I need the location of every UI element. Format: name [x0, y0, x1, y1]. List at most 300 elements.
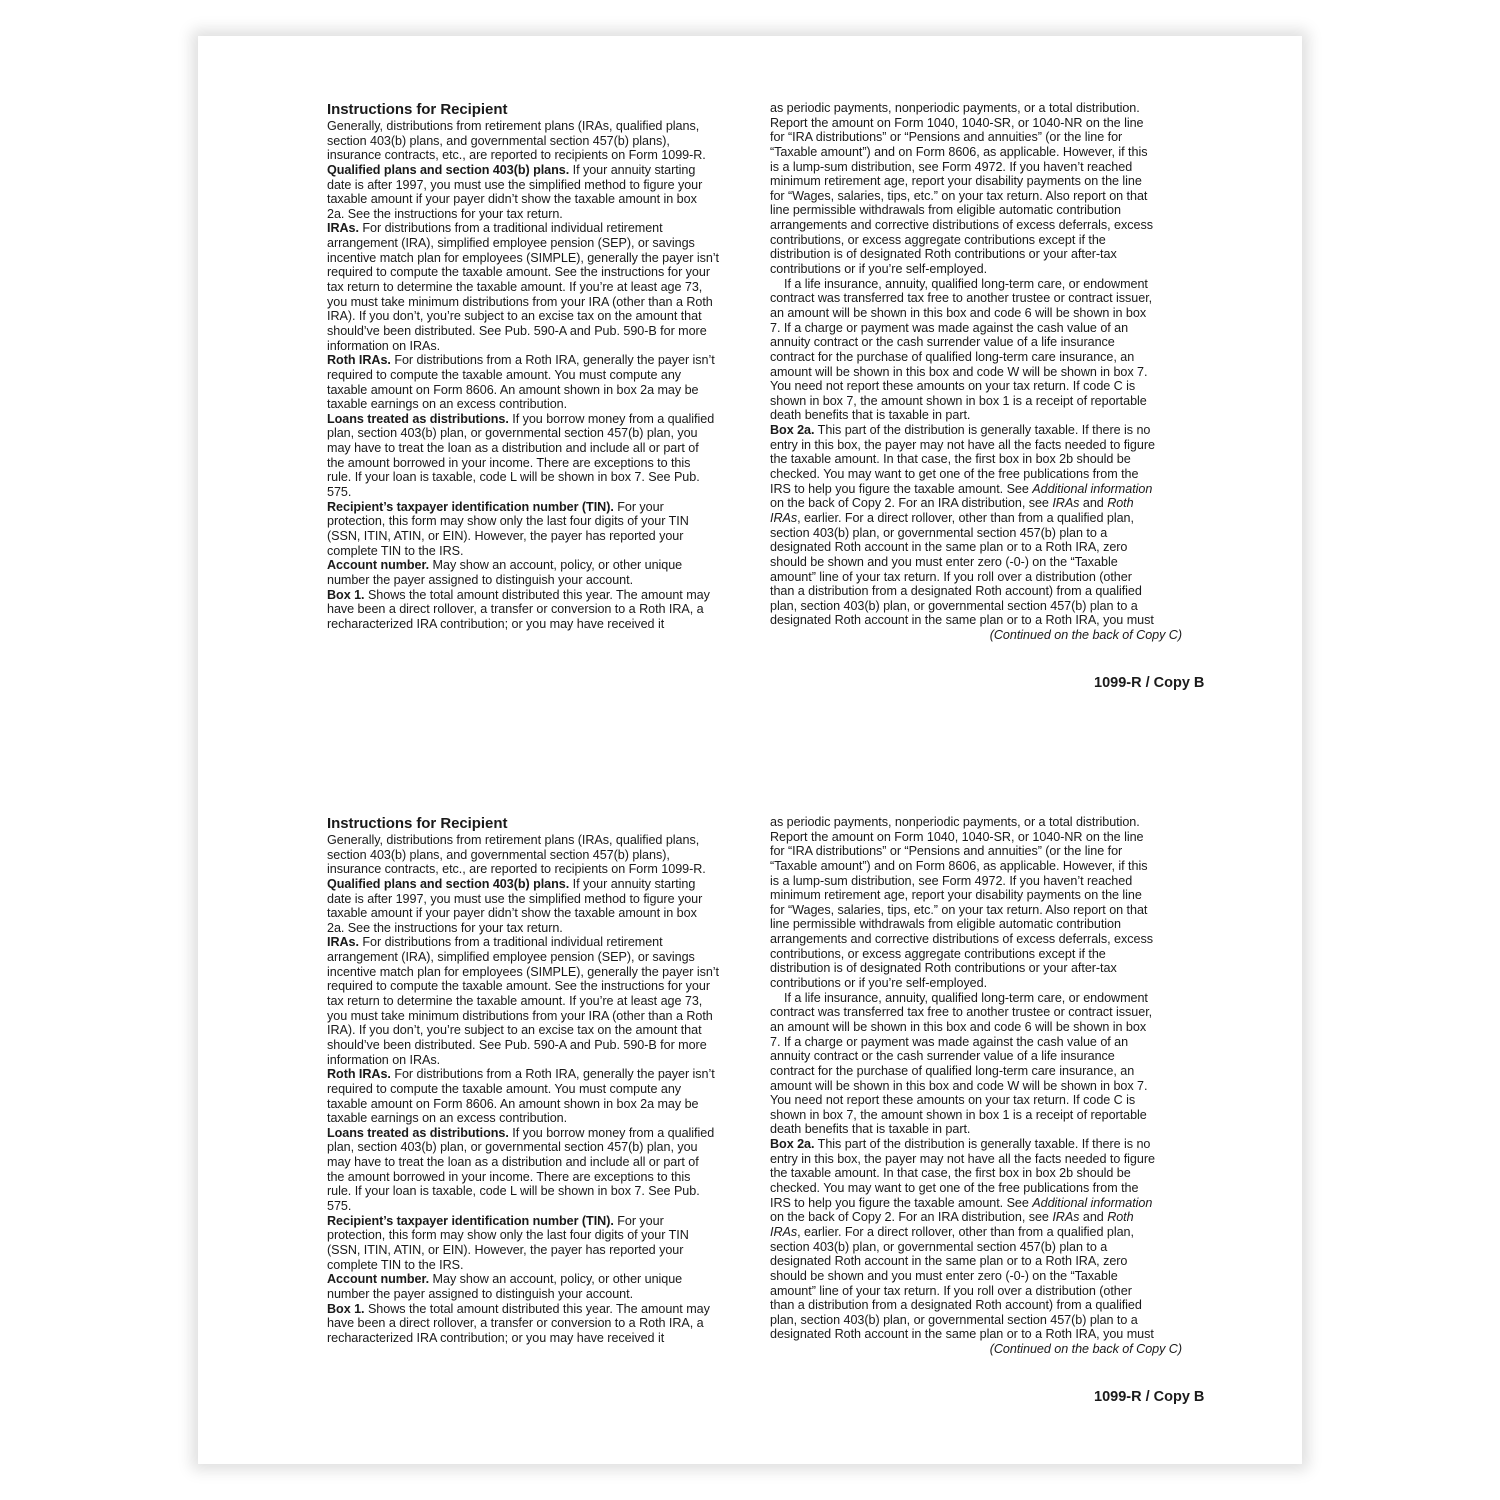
- run-text: required to compute the taxable amount. You must compute any: [327, 367, 682, 382]
- text-line: [327, 1331, 739, 1346]
- run-text: For distributions from a traditional individual retirement: [358, 935, 663, 950]
- text-line: [770, 1298, 1182, 1313]
- form-id-label: 1099-R / Copy B: [1094, 675, 1205, 691]
- text-line: [770, 1093, 1182, 1108]
- run-text: than a distribution from a designated Roth account) from a qualified: [770, 584, 1142, 599]
- run-text: required to compute the taxable amount. You must compute any: [327, 1081, 682, 1096]
- run-text: have been a direct rollover, a transfer or conversion to a Roth IRA, a: [327, 602, 704, 617]
- left-column: [327, 101, 739, 631]
- run-text: designated Roth account in the same plan or to a Roth IRA, zero: [770, 540, 1128, 555]
- text-line: [327, 1155, 739, 1170]
- run-text: If a life insurance, annuity, qualified long-term care, or endowment: [784, 276, 1148, 291]
- run-text: If you borrow money from a qualified: [508, 411, 715, 426]
- run-text: “Taxable amount”) and on Form 8606, as applicable. However, if this: [770, 858, 1148, 873]
- run-text: contributions, or excess aggregate contributions except if the: [770, 946, 1106, 961]
- run-text: entry in this box, the payer may not have all the facts needed to figure: [770, 1151, 1155, 1166]
- run-text: taxable earnings on an excess contribution.: [327, 1111, 568, 1126]
- text-line: [327, 1097, 739, 1112]
- run-text: Generally, distributions from retirement plans (IRAs, qualified plans,: [327, 119, 700, 133]
- text-line: [770, 540, 1182, 555]
- run-text: For your: [613, 499, 664, 514]
- run-text: you must take minimum distributions from your IRA (other than a Roth: [327, 1008, 713, 1023]
- run-text: insurance contracts, etc., are reported to recipients on Form 1099-R.: [327, 148, 706, 163]
- text-line: [327, 1214, 739, 1229]
- text-line: [327, 1023, 739, 1038]
- run-text: IRA). If you don’t, you’re subject to an excise tax on the amount that: [327, 1023, 702, 1038]
- run-text: incentive match plan for employees (SIMPLE), generally the payer isn’t: [327, 250, 719, 265]
- text-line: [327, 1316, 739, 1331]
- text-line: [770, 991, 1182, 1006]
- right-column: [770, 815, 1182, 1357]
- text-line: [770, 1108, 1182, 1123]
- run-text: (SSN, ITIN, ATIN, or EIN). However, the payer has reported your: [327, 528, 684, 543]
- run-text: This part of the distribution is generally taxable. If there is no: [814, 1137, 1151, 1152]
- run-text: and: [1079, 1210, 1108, 1225]
- text-line: [327, 426, 739, 441]
- run-text: the taxable amount. In that case, the first box in box 2b should be: [770, 452, 1131, 467]
- text-line: [770, 1254, 1182, 1269]
- text-line: [770, 408, 1182, 423]
- run-text: should be shown and you must enter zero (-0-) on the “Taxable: [770, 1268, 1118, 1283]
- text-line: [770, 1035, 1182, 1050]
- text-line: [770, 247, 1182, 262]
- run-text: Report the amount on Form 1040, 1040-SR, or 1040-NR on the line: [770, 115, 1144, 130]
- run-heading-text: Loans treated as distributions.: [327, 1125, 509, 1140]
- run-text: Report the amount on Form 1040, 1040-SR, or 1040-NR on the line: [770, 829, 1144, 844]
- text-line: [770, 1313, 1182, 1328]
- run-text: recharacterized IRA contribution; or you may have received it: [327, 616, 665, 631]
- run-text: may have to treat the loan as a distribution and include all or part of: [327, 1155, 699, 1170]
- text-line: [327, 119, 739, 134]
- text-line: [327, 1067, 739, 1082]
- run-text: amount will be shown in this box and code W will be shown in box 7.: [770, 364, 1148, 379]
- run-text: for “IRA distributions” or “Pensions and annuities” (or the line for: [770, 130, 1123, 145]
- run-text: complete TIN to the IRS.: [327, 1257, 464, 1272]
- text-line: [770, 321, 1182, 336]
- text-line: [770, 1152, 1182, 1167]
- text-line: [770, 1166, 1182, 1181]
- text-line: [327, 994, 739, 1009]
- run-text: is a lump-sum distribution, see Form 4972. If you haven’t reached: [770, 159, 1133, 174]
- run-text: taxable amount if your payer didn’t show the taxable amount in box: [327, 906, 697, 921]
- run-text: arrangement (IRA), simplified employee pension (SEP), or savings: [327, 236, 695, 251]
- run-text: number the payer assigned to distinguish your account.: [327, 1286, 634, 1301]
- text-line: [770, 613, 1182, 628]
- run-text: line permissible withdrawals from eligible automatic contribution: [770, 203, 1121, 218]
- right-column: [770, 101, 1182, 643]
- text-line: [327, 558, 739, 573]
- run-text: is a lump-sum distribution, see Form 4972. If you haven’t reached: [770, 873, 1133, 888]
- run-text: information on IRAs.: [327, 1052, 441, 1067]
- text-line: [770, 262, 1182, 277]
- text-line: [327, 280, 739, 295]
- run-text: For your: [613, 1213, 664, 1228]
- text-line: [770, 365, 1182, 380]
- run-heading-text: Roth IRAs.: [327, 1067, 391, 1082]
- run-text: recharacterized IRA contribution; or you may have received it: [327, 1330, 665, 1345]
- text-line: [327, 236, 739, 251]
- run-text: 7. If a charge or payment was made against the cash value of an: [770, 320, 1129, 335]
- run-text: , earlier. For a direct rollover, other than from a qualified plan,: [797, 510, 1134, 525]
- run-text: section 403(b) plans, and governmental section 457(b) plans),: [327, 133, 670, 148]
- text-line: [327, 221, 739, 236]
- text-line: [770, 1210, 1182, 1225]
- text-line: [770, 932, 1182, 947]
- run-heading-text: Box 2a.: [770, 1137, 815, 1152]
- run-text: 2a. See the instructions for your tax return.: [327, 206, 563, 221]
- run-text: contributions or if you’re self-employed.: [770, 262, 988, 277]
- run-text: If your annuity starting: [569, 162, 696, 177]
- text-line: [327, 544, 739, 559]
- text-line: [770, 277, 1182, 292]
- text-line: [770, 233, 1182, 248]
- run-text: If a life insurance, annuity, qualified long-term care, or endowment: [784, 990, 1148, 1005]
- text-line: [327, 965, 739, 980]
- text-line: [770, 976, 1182, 991]
- run-text: You need not report these amounts on your tax return. If code C is: [770, 1093, 1136, 1108]
- text-line: [327, 368, 739, 383]
- text-line: [327, 251, 739, 266]
- run-text: IRAs: [1052, 1210, 1080, 1225]
- text-line: [770, 1122, 1182, 1137]
- text-line: [327, 921, 739, 936]
- run-text: rule. If your loan is taxable, code L will be shown in box 7. See Pub.: [327, 1184, 700, 1199]
- text-line: [770, 438, 1182, 453]
- form-sheet: [198, 36, 1302, 1464]
- run-text: the amount borrowed in your income. There are exceptions to this: [327, 455, 691, 470]
- text-line: [770, 130, 1182, 145]
- run-text: “Taxable amount”) and on Form 8606, as applicable. However, if this: [770, 144, 1148, 159]
- text-line: [327, 178, 739, 193]
- run-text: arrangement (IRA), simplified employee pension (SEP), or savings: [327, 950, 695, 965]
- run-text: IRS to help you figure the taxable amount. See: [770, 481, 1033, 496]
- text-line: [770, 1269, 1182, 1284]
- text-line: [770, 145, 1182, 160]
- text-line: [770, 1049, 1182, 1064]
- right-column-text: [770, 815, 1182, 1342]
- run-text: IRAs: [770, 1224, 798, 1239]
- text-line: [327, 1126, 739, 1141]
- run-text: amount will be shown in this box and code W will be shown in box 7.: [770, 1078, 1148, 1093]
- text-line: [327, 309, 739, 324]
- right-column-text: [770, 101, 1182, 628]
- run-text: date is after 1997, you must use the simplified method to figure your: [327, 177, 703, 192]
- text-line: [327, 1053, 739, 1068]
- run-text: and: [1079, 496, 1108, 511]
- text-line: [327, 1009, 739, 1024]
- run-text: plan, section 403(b) plan, or governmental section 457(b) plan to a: [770, 1312, 1138, 1327]
- copy-b-upper: [198, 36, 1302, 750]
- text-line: [327, 1170, 739, 1185]
- run-text: You need not report these amounts on your tax return. If code C is: [770, 379, 1136, 394]
- run-heading-text: Recipient’s taxpayer identification number (TIN).: [327, 499, 614, 514]
- text-line: [327, 134, 739, 149]
- run-text: plan, section 403(b) plan, or governmental section 457(b) plan, you: [327, 1140, 698, 1155]
- text-line: [770, 394, 1182, 409]
- run-text: for “IRA distributions” or “Pensions and annuities” (or the line for: [770, 844, 1123, 859]
- text-line: [327, 1111, 739, 1126]
- run-text: section 403(b) plan, or governmental section 457(b) plan to a: [770, 525, 1108, 540]
- run-text: distribution is of designated Roth contributions or your after-tax: [770, 961, 1117, 976]
- text-line: [327, 1258, 739, 1273]
- run-text: Shows the total amount distributed this year. The amount may: [364, 587, 710, 602]
- text-line: [327, 1199, 739, 1214]
- text-line: [770, 844, 1182, 859]
- text-line: [327, 950, 739, 965]
- run-text: should’ve been distributed. See Pub. 590-A and Pub. 590-B for more: [327, 323, 707, 338]
- run-text: checked. You may want to get one of the free publications from the: [770, 1181, 1139, 1196]
- run-heading-text: IRAs.: [327, 935, 359, 950]
- text-line: [327, 862, 739, 877]
- text-line: [770, 570, 1182, 585]
- text-line: [770, 555, 1182, 570]
- run-text: shown in box 7, the amount shown in box 1 is a receipt of reportable: [770, 393, 1147, 408]
- run-text: as periodic payments, nonperiodic payments, or a total distribution.: [770, 101, 1140, 115]
- run-text: as periodic payments, nonperiodic payments, or a total distribution.: [770, 815, 1140, 829]
- run-text: 7. If a charge or payment was made against the cash value of an: [770, 1034, 1129, 1049]
- text-line: [770, 947, 1182, 962]
- run-text: rule. If your loan is taxable, code L will be shown in box 7. See Pub.: [327, 470, 700, 485]
- run-heading-text: Roth IRAs.: [327, 353, 391, 368]
- run-heading-text: Account number.: [327, 558, 430, 573]
- run-text: If you borrow money from a qualified: [508, 1125, 715, 1140]
- run-text: for “Wages, salaries, tips, etc.” on your tax return. Also report on that: [770, 902, 1148, 917]
- run-text: contract was transferred tax free to another trustee or contract issuer,: [770, 1005, 1153, 1020]
- text-line: [327, 514, 739, 529]
- run-text: protection, this form may show only the last four digits of your TIN: [327, 1228, 689, 1243]
- run-text: contributions or if you’re self-employed.: [770, 976, 988, 991]
- text-line: [327, 1287, 739, 1302]
- text-line: [327, 1272, 739, 1287]
- instructions-heading: Instructions for Recipient: [327, 815, 508, 832]
- text-line: [770, 116, 1182, 131]
- text-line: [770, 291, 1182, 306]
- run-text: minimum retirement age, report your disability payments on the line: [770, 888, 1142, 903]
- text-line: [327, 1140, 739, 1155]
- text-line: [770, 903, 1182, 918]
- run-text: required to compute the taxable amount. See the instructions for your: [327, 979, 710, 994]
- run-heading-text: IRAs.: [327, 221, 359, 236]
- text-line: [770, 888, 1182, 903]
- run-text: an amount will be shown in this box and code 6 will be shown in box: [770, 305, 1147, 320]
- run-text: designated Roth account in the same plan or to a Roth IRA, zero: [770, 1254, 1128, 1269]
- text-line: [770, 160, 1182, 175]
- text-line: [327, 1243, 739, 1258]
- run-text: IRAs: [1052, 496, 1080, 511]
- run-text: entry in this box, the payer may not have all the facts needed to figure: [770, 437, 1155, 452]
- text-line: [327, 339, 739, 354]
- run-text: checked. You may want to get one of the free publications from the: [770, 467, 1139, 482]
- text-line: [327, 848, 739, 863]
- text-line: [770, 1064, 1182, 1079]
- run-text: taxable earnings on an excess contribution.: [327, 397, 568, 412]
- text-line: [770, 350, 1182, 365]
- text-line: [770, 584, 1182, 599]
- text-line: [327, 383, 739, 398]
- text-line: [770, 203, 1182, 218]
- run-text: complete TIN to the IRS.: [327, 543, 464, 558]
- run-text: This part of the distribution is generally taxable. If there is no: [814, 423, 1151, 438]
- text-line: [770, 1079, 1182, 1094]
- text-line: [327, 602, 739, 617]
- run-text: (SSN, ITIN, ATIN, or EIN). However, the payer has reported your: [327, 1242, 684, 1257]
- run-text: may have to treat the loan as a distribution and include all or part of: [327, 441, 699, 456]
- text-line: [327, 148, 739, 163]
- text-line: [327, 441, 739, 456]
- run-text: required to compute the taxable amount. See the instructions for your: [327, 265, 710, 280]
- text-line: [770, 815, 1182, 830]
- run-text: For distributions from a Roth IRA, generally the payer isn’t: [390, 1067, 715, 1082]
- continued-note: (Continued on the back of Copy C): [989, 1342, 1182, 1357]
- run-text: taxable amount on Form 8606. An amount shown in box 2a may be: [327, 1096, 699, 1111]
- text-line: [770, 874, 1182, 889]
- text-line: [327, 1038, 739, 1053]
- text-line: [770, 1284, 1182, 1299]
- run-text: IRAs: [770, 510, 798, 525]
- text-line: [770, 1240, 1182, 1255]
- run-text: the amount borrowed in your income. There are exceptions to this: [327, 1169, 691, 1184]
- run-heading-text: Box 1.: [327, 587, 365, 602]
- run-text: section 403(b) plan, or governmental section 457(b) plan to a: [770, 1239, 1108, 1254]
- run-text: incentive match plan for employees (SIMPLE), generally the payer isn’t: [327, 964, 719, 979]
- text-line: [770, 1225, 1182, 1240]
- text-line: [327, 265, 739, 280]
- run-text: taxable amount if your payer didn’t show the taxable amount in box: [327, 192, 697, 207]
- run-heading-text: Qualified plans and section 403(b) plans.: [327, 876, 570, 891]
- run-heading-text: Qualified plans and section 403(b) plans.: [327, 162, 570, 177]
- run-text: plan, section 403(b) plan, or governmental section 457(b) plan to a: [770, 598, 1138, 613]
- text-line: [327, 397, 739, 412]
- text-line: [327, 485, 739, 500]
- text-line: [327, 1302, 739, 1317]
- text-line: [770, 189, 1182, 204]
- text-line: [770, 1327, 1182, 1342]
- run-text: distribution is of designated Roth contributions or your after-tax: [770, 247, 1117, 262]
- run-text: 2a. See the instructions for your tax return.: [327, 920, 563, 935]
- text-line: [327, 588, 739, 603]
- run-text: Additional information: [1032, 1195, 1153, 1210]
- text-line: [770, 599, 1182, 614]
- run-heading-text: Box 1.: [327, 1301, 365, 1316]
- text-line: [770, 306, 1182, 321]
- text-line: [327, 892, 739, 907]
- run-text: For distributions from a Roth IRA, generally the payer isn’t: [390, 353, 715, 368]
- run-text: For distributions from a traditional individual retirement: [358, 221, 663, 236]
- text-line: [327, 324, 739, 339]
- run-heading-text: Recipient’s taxpayer identification number (TIN).: [327, 1213, 614, 1228]
- text-line: [770, 1196, 1182, 1211]
- run-text: IRA). If you don’t, you’re subject to an excise tax on the amount that: [327, 309, 702, 324]
- run-text: insurance contracts, etc., are reported to recipients on Form 1099-R.: [327, 862, 706, 877]
- run-heading-text: Box 2a.: [770, 423, 815, 438]
- text-line: [327, 192, 739, 207]
- text-line: [770, 961, 1182, 976]
- run-text: tax return to determine the taxable amount. If you’re at least age 73,: [327, 994, 703, 1009]
- run-text: tax return to determine the taxable amount. If you’re at least age 73,: [327, 280, 703, 295]
- run-text: 575.: [327, 485, 352, 500]
- text-line: [770, 482, 1182, 497]
- run-text: death benefits that is taxable in part.: [770, 408, 971, 423]
- text-line: [770, 1181, 1182, 1196]
- run-text: than a distribution from a designated Roth account) from a qualified: [770, 1298, 1142, 1313]
- run-text: taxable amount on Form 8606. An amount shown in box 2a may be: [327, 382, 699, 397]
- run-text: shown in box 7, the amount shown in box 1 is a receipt of reportable: [770, 1107, 1147, 1122]
- run-text: should’ve been distributed. See Pub. 590-A and Pub. 590-B for more: [327, 1037, 707, 1052]
- form-id-label: 1099-R / Copy B: [1094, 1389, 1205, 1405]
- run-text: number the payer assigned to distinguish your account.: [327, 572, 634, 587]
- text-line: [770, 1137, 1182, 1152]
- run-text: amount” line of your tax return. If you roll over a distribution (other: [770, 569, 1132, 584]
- run-text: Shows the total amount distributed this year. The amount may: [364, 1301, 710, 1316]
- run-text: death benefits that is taxable in part.: [770, 1122, 971, 1137]
- text-line: [770, 467, 1182, 482]
- text-line: [770, 335, 1182, 350]
- text-line: [327, 1228, 739, 1243]
- run-text: on the back of Copy 2. For an IRA distribution, see: [770, 496, 1053, 511]
- run-text: contract for the purchase of qualified long-term care insurance, an: [770, 349, 1135, 364]
- run-text: annuity contract or the cash surrender value of a life insurance: [770, 335, 1115, 350]
- text-line: [770, 218, 1182, 233]
- text-line: [770, 174, 1182, 189]
- text-line: [770, 511, 1182, 526]
- text-line: [770, 917, 1182, 932]
- run-text: plan, section 403(b) plan, or governmental section 457(b) plan, you: [327, 426, 698, 441]
- run-text: contributions, or excess aggregate contributions except if the: [770, 232, 1106, 247]
- text-line: [327, 617, 739, 632]
- run-text: minimum retirement age, report your disability payments on the line: [770, 174, 1142, 189]
- run-text: Roth: [1107, 1210, 1134, 1225]
- continued-note: (Continued on the back of Copy C): [989, 628, 1182, 643]
- run-text: contract was transferred tax free to another trustee or contract issuer,: [770, 291, 1153, 306]
- text-line: [327, 295, 739, 310]
- run-text: Additional information: [1032, 481, 1153, 496]
- run-text: on the back of Copy 2. For an IRA distribution, see: [770, 1210, 1053, 1225]
- run-text: information on IRAs.: [327, 338, 441, 353]
- left-column-text: [327, 833, 739, 1345]
- run-text: should be shown and you must enter zero (-0-) on the “Taxable: [770, 554, 1118, 569]
- text-line: [327, 935, 739, 950]
- left-column: [327, 815, 739, 1345]
- run-text: you must take minimum distributions from your IRA (other than a Roth: [327, 294, 713, 309]
- text-line: [327, 207, 739, 222]
- copy-b-lower: [198, 750, 1302, 1464]
- text-line: [327, 529, 739, 544]
- run-text: for “Wages, salaries, tips, etc.” on your tax return. Also report on that: [770, 188, 1148, 203]
- text-line: [327, 979, 739, 994]
- run-text: amount” line of your tax return. If you roll over a distribution (other: [770, 1283, 1132, 1298]
- text-line: [327, 500, 739, 515]
- text-line: [327, 163, 739, 178]
- run-heading-text: Account number.: [327, 1272, 430, 1287]
- run-text: Roth: [1107, 496, 1134, 511]
- text-line: [770, 830, 1182, 845]
- run-text: , earlier. For a direct rollover, other than from a qualified plan,: [797, 1224, 1134, 1239]
- text-line: [327, 1184, 739, 1199]
- run-text: Generally, distributions from retirement plans (IRAs, qualified plans,: [327, 833, 700, 847]
- text-line: [327, 877, 739, 892]
- text-line: [327, 833, 739, 848]
- left-column-text: [327, 119, 739, 631]
- text-line: [770, 1005, 1182, 1020]
- run-text: the taxable amount. In that case, the first box in box 2b should be: [770, 1166, 1131, 1181]
- run-text: have been a direct rollover, a transfer or conversion to a Roth IRA, a: [327, 1316, 704, 1331]
- text-line: [770, 101, 1182, 116]
- text-line: [770, 859, 1182, 874]
- run-heading-text: Loans treated as distributions.: [327, 411, 509, 426]
- run-text: arrangements and corrective distributions of excess deferrals, excess: [770, 932, 1153, 947]
- text-line: [327, 412, 739, 427]
- run-text: designated Roth account in the same plan or to a Roth IRA, you must: [770, 613, 1154, 628]
